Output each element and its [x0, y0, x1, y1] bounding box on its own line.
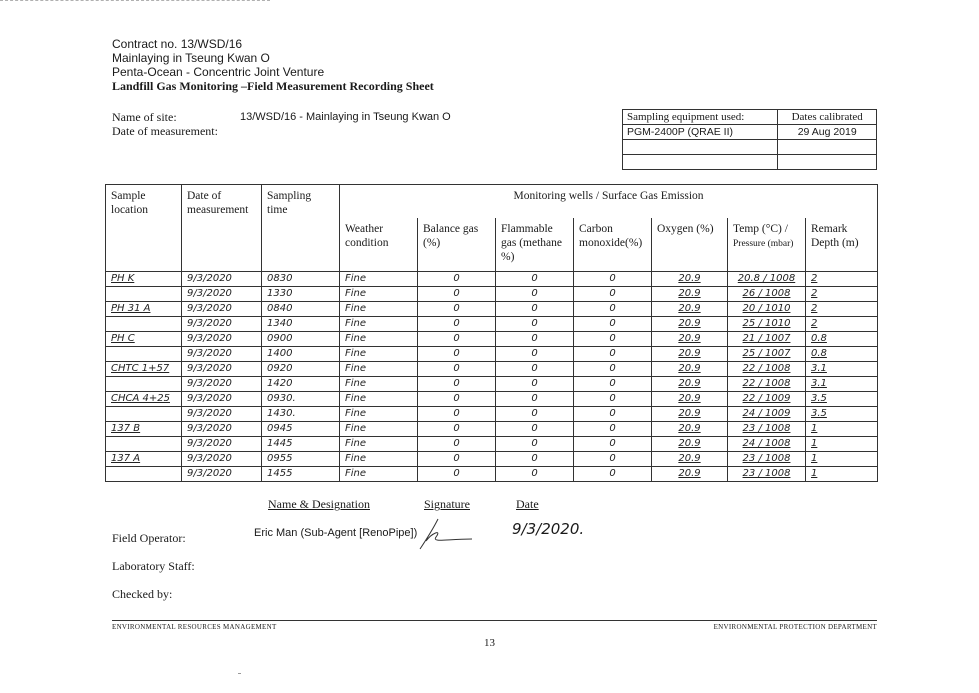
- cell-oxygen: 20.9: [652, 317, 728, 332]
- col-flammable-gas: Flammable gas (methane %): [496, 218, 574, 272]
- cell-remark: 1: [806, 422, 878, 437]
- cell-time: 1445: [262, 437, 340, 452]
- cell-flammable: 0: [496, 452, 574, 467]
- col-temp-label: Temp (°C) /: [733, 222, 788, 235]
- cell-temp-pressure: 23 / 1008: [728, 467, 806, 482]
- calibration-blank-cell: [778, 140, 877, 155]
- cell-temp-pressure: 25 / 1010: [728, 317, 806, 332]
- cell-time: 0840: [262, 302, 340, 317]
- cell-balance: 0: [418, 377, 496, 392]
- cell-remark: 1: [806, 437, 878, 452]
- table-row: [106, 437, 878, 452]
- cell-flammable: 0: [496, 437, 574, 452]
- cell-date: 9/3/2020: [182, 467, 262, 482]
- site-name-value: 13/WSD/16 - Mainlaying in Tseung Kwan O: [240, 111, 451, 123]
- cell-remark: 1: [806, 452, 878, 467]
- cell-balance: 0: [418, 302, 496, 317]
- site-name-label: Name of site:: [112, 110, 177, 124]
- table-row: [106, 392, 878, 407]
- cell-carbon: 0: [574, 452, 652, 467]
- cell-date: 9/3/2020: [182, 362, 262, 377]
- cell-date: 9/3/2020: [182, 317, 262, 332]
- cell-weather: Fine: [340, 272, 418, 287]
- cell-time: 1420: [262, 377, 340, 392]
- cell-date: 9/3/2020: [182, 422, 262, 437]
- cell-remark: 3.1: [806, 362, 878, 377]
- cell-date: 9/3/2020: [182, 332, 262, 347]
- cell-carbon: 0: [574, 467, 652, 482]
- cell-date: 9/3/2020: [182, 272, 262, 287]
- cell-time: 1400: [262, 347, 340, 362]
- cell-oxygen: 20.9: [652, 392, 728, 407]
- cell-remark: 1: [806, 467, 878, 482]
- calibration-value: 29 Aug 2019: [778, 125, 877, 140]
- table-row: [106, 377, 878, 392]
- cell-remark: 2: [806, 317, 878, 332]
- measurement-date-label: Date of measurement:: [112, 124, 218, 138]
- col-pressure-label: Pressure (mbar): [733, 238, 794, 249]
- cell-carbon: 0: [574, 422, 652, 437]
- cell-balance: 0: [418, 347, 496, 362]
- cell-balance: 0: [418, 392, 496, 407]
- cell-balance: 0: [418, 407, 496, 422]
- cell-remark: 3.5: [806, 407, 878, 422]
- cell-carbon: 0: [574, 302, 652, 317]
- cell-carbon: 0: [574, 437, 652, 452]
- cell-balance: 0: [418, 332, 496, 347]
- cell-temp-pressure: 23 / 1008: [728, 422, 806, 437]
- cell-time: 0900: [262, 332, 340, 347]
- sheet-title: Landfill Gas Monitoring –Field Measurement Recording Sheet: [112, 79, 434, 93]
- col-weather: Weather condition: [340, 218, 418, 272]
- cell-location: CHTC 1+57: [106, 362, 182, 377]
- cell-remark: 2: [806, 287, 878, 302]
- col-sample-location: Sample location: [106, 185, 182, 272]
- cell-date: 9/3/2020: [182, 287, 262, 302]
- contractor-name: Penta-Ocean - Concentric Joint Venture: [112, 65, 325, 79]
- signature-header: Signature: [424, 497, 470, 511]
- site-info: [112, 110, 451, 138]
- cell-time: 1330: [262, 287, 340, 302]
- cell-carbon: 0: [574, 392, 652, 407]
- measurement-table: [105, 184, 878, 482]
- table-row: [106, 407, 878, 422]
- cell-carbon: 0: [574, 317, 652, 332]
- cell-oxygen: 20.9: [652, 437, 728, 452]
- cell-location: [106, 407, 182, 422]
- cell-weather: Fine: [340, 347, 418, 362]
- col-date-of-measurement: Date of measurement: [182, 185, 262, 272]
- equipment-blank-cell: [623, 140, 778, 155]
- cell-carbon: 0: [574, 332, 652, 347]
- cell-date: 9/3/2020: [182, 302, 262, 317]
- cell-temp-pressure: 22 / 1009: [728, 392, 806, 407]
- cell-weather: Fine: [340, 452, 418, 467]
- cell-balance: 0: [418, 452, 496, 467]
- operator-date: 9/3/2020.: [512, 520, 585, 538]
- cell-flammable: 0: [496, 362, 574, 377]
- table-row: [106, 317, 878, 332]
- cell-remark: 0.8: [806, 332, 878, 347]
- table-row: [106, 452, 878, 467]
- equipment-header: Sampling equipment used:: [623, 110, 778, 125]
- cell-oxygen: 20.9: [652, 452, 728, 467]
- cell-weather: Fine: [340, 332, 418, 347]
- cell-weather: Fine: [340, 362, 418, 377]
- contract-number: Contract no. 13/WSD/16: [112, 37, 243, 51]
- cell-oxygen: 20.9: [652, 332, 728, 347]
- cell-date: 9/3/2020: [182, 347, 262, 362]
- table-row: [106, 332, 878, 347]
- col-balance-gas: Balance gas (%): [418, 218, 496, 272]
- cell-remark: 3.5: [806, 392, 878, 407]
- table-row: [106, 467, 878, 482]
- cell-balance: 0: [418, 362, 496, 377]
- cell-flammable: 0: [496, 302, 574, 317]
- cell-temp-pressure: 20 / 1010: [728, 302, 806, 317]
- cell-balance: 0: [418, 467, 496, 482]
- cell-date: 9/3/2020: [182, 392, 262, 407]
- project-name: Mainlaying in Tseung Kwan O: [112, 51, 270, 65]
- cell-flammable: 0: [496, 287, 574, 302]
- field-operator-label: Field Operator:: [112, 531, 186, 545]
- cell-temp-pressure: 21 / 1007: [728, 332, 806, 347]
- col-temp-pressure: [728, 218, 806, 272]
- equipment-blank-cell: [623, 155, 778, 170]
- cell-time: 1340: [262, 317, 340, 332]
- cell-flammable: 0: [496, 407, 574, 422]
- cell-location: [106, 437, 182, 452]
- cell-location: [106, 347, 182, 362]
- cell-carbon: 0: [574, 407, 652, 422]
- cell-balance: 0: [418, 437, 496, 452]
- cell-balance: 0: [418, 422, 496, 437]
- equipment-value: PGM-2400P (QRAE II): [623, 125, 778, 140]
- cell-flammable: 0: [496, 422, 574, 437]
- cell-flammable: 0: [496, 317, 574, 332]
- page-footer: [112, 620, 877, 631]
- cell-temp-pressure: 23 / 1008: [728, 452, 806, 467]
- cell-oxygen: 20.9: [652, 287, 728, 302]
- cell-location: [106, 377, 182, 392]
- calibration-blank-cell: [778, 155, 877, 170]
- cell-location: PH K: [106, 272, 182, 287]
- cell-location: [106, 317, 182, 332]
- calibration-header: Dates calibrated: [778, 110, 877, 125]
- col-remark-depth: Remark Depth (m): [806, 218, 878, 272]
- table-row: [106, 287, 878, 302]
- col-oxygen: Oxygen (%): [652, 218, 728, 272]
- cell-weather: Fine: [340, 287, 418, 302]
- cell-weather: Fine: [340, 302, 418, 317]
- cell-carbon: 0: [574, 347, 652, 362]
- footer-right: ENVIRONMENTAL PROTECTION DEPARTMENT: [713, 623, 877, 631]
- cell-weather: Fine: [340, 377, 418, 392]
- cell-date: 9/3/2020: [182, 407, 262, 422]
- table-row: [106, 362, 878, 377]
- cell-temp-pressure: 26 / 1008: [728, 287, 806, 302]
- cell-remark: 0.8: [806, 347, 878, 362]
- document-header: [112, 37, 434, 93]
- page-number: 13: [484, 637, 495, 649]
- cell-carbon: 0: [574, 377, 652, 392]
- name-designation-header: Name & Designation: [268, 497, 370, 511]
- cell-time: 0920: [262, 362, 340, 377]
- cell-carbon: 0: [574, 362, 652, 377]
- cell-location: 137 A: [106, 452, 182, 467]
- operator-name: Eric Man (Sub-Agent [RenoPipe]): [254, 527, 418, 539]
- equipment-table: [622, 109, 877, 170]
- cell-weather: Fine: [340, 392, 418, 407]
- col-monitoring-wells: Monitoring wells / Surface Gas Emission: [340, 185, 878, 218]
- cell-flammable: 0: [496, 467, 574, 482]
- cell-temp-pressure: 20.8 / 1008: [728, 272, 806, 287]
- cell-oxygen: 20.9: [652, 422, 728, 437]
- cell-time: 1430.: [262, 407, 340, 422]
- cell-weather: Fine: [340, 317, 418, 332]
- cell-oxygen: 20.9: [652, 377, 728, 392]
- cell-location: 137 B: [106, 422, 182, 437]
- checked-by-label: Checked by:: [112, 587, 173, 601]
- cell-time: 0955: [262, 452, 340, 467]
- top-rule: [0, 0, 270, 1]
- cell-balance: 0: [418, 272, 496, 287]
- table-row: [106, 422, 878, 437]
- cell-location: CHCA 4+25: [106, 392, 182, 407]
- cell-date: 9/3/2020: [182, 452, 262, 467]
- date-header: Date: [516, 497, 539, 511]
- cell-balance: 0: [418, 317, 496, 332]
- col-carbon-monoxide: Carbon monoxide(%): [574, 218, 652, 272]
- cell-remark: 2: [806, 272, 878, 287]
- cell-oxygen: 20.9: [652, 467, 728, 482]
- lab-staff-label: Laboratory Staff:: [112, 559, 195, 573]
- cell-date: 9/3/2020: [182, 437, 262, 452]
- table-row: [106, 302, 878, 317]
- cell-weather: Fine: [340, 422, 418, 437]
- cell-temp-pressure: 24 / 1008: [728, 437, 806, 452]
- cell-time: 1455: [262, 467, 340, 482]
- cell-location: [106, 467, 182, 482]
- cell-oxygen: 20.9: [652, 272, 728, 287]
- table-row: [106, 272, 878, 287]
- cell-weather: Fine: [340, 437, 418, 452]
- cell-temp-pressure: 24 / 1009: [728, 407, 806, 422]
- cell-flammable: 0: [496, 392, 574, 407]
- cell-oxygen: 20.9: [652, 362, 728, 377]
- cell-temp-pressure: 22 / 1008: [728, 362, 806, 377]
- cell-oxygen: 20.9: [652, 302, 728, 317]
- cell-temp-pressure: 22 / 1008: [728, 377, 806, 392]
- cell-weather: Fine: [340, 407, 418, 422]
- cell-carbon: 0: [574, 272, 652, 287]
- col-sampling-time: Sampling time: [262, 185, 340, 272]
- cell-temp-pressure: 25 / 1007: [728, 347, 806, 362]
- cell-oxygen: 20.9: [652, 347, 728, 362]
- cell-weather: Fine: [340, 467, 418, 482]
- cell-time: 0830: [262, 272, 340, 287]
- cell-carbon: 0: [574, 287, 652, 302]
- cell-oxygen: 20.9: [652, 407, 728, 422]
- cell-flammable: 0: [496, 332, 574, 347]
- cell-time: 0945: [262, 422, 340, 437]
- cell-location: PH C: [106, 332, 182, 347]
- scan-mark: [238, 673, 241, 674]
- cell-location: [106, 287, 182, 302]
- cell-time: 0930.: [262, 392, 340, 407]
- cell-flammable: 0: [496, 377, 574, 392]
- cell-flammable: 0: [496, 347, 574, 362]
- cell-location: PH 31 A: [106, 302, 182, 317]
- table-row: [106, 347, 878, 362]
- footer-left: ENVIRONMENTAL RESOURCES MANAGEMENT: [112, 623, 277, 631]
- signoff-roles: [112, 525, 195, 609]
- signature-image: [416, 513, 476, 553]
- cell-date: 9/3/2020: [182, 377, 262, 392]
- cell-remark: 3.1: [806, 377, 878, 392]
- cell-balance: 0: [418, 287, 496, 302]
- cell-remark: 2: [806, 302, 878, 317]
- cell-flammable: 0: [496, 272, 574, 287]
